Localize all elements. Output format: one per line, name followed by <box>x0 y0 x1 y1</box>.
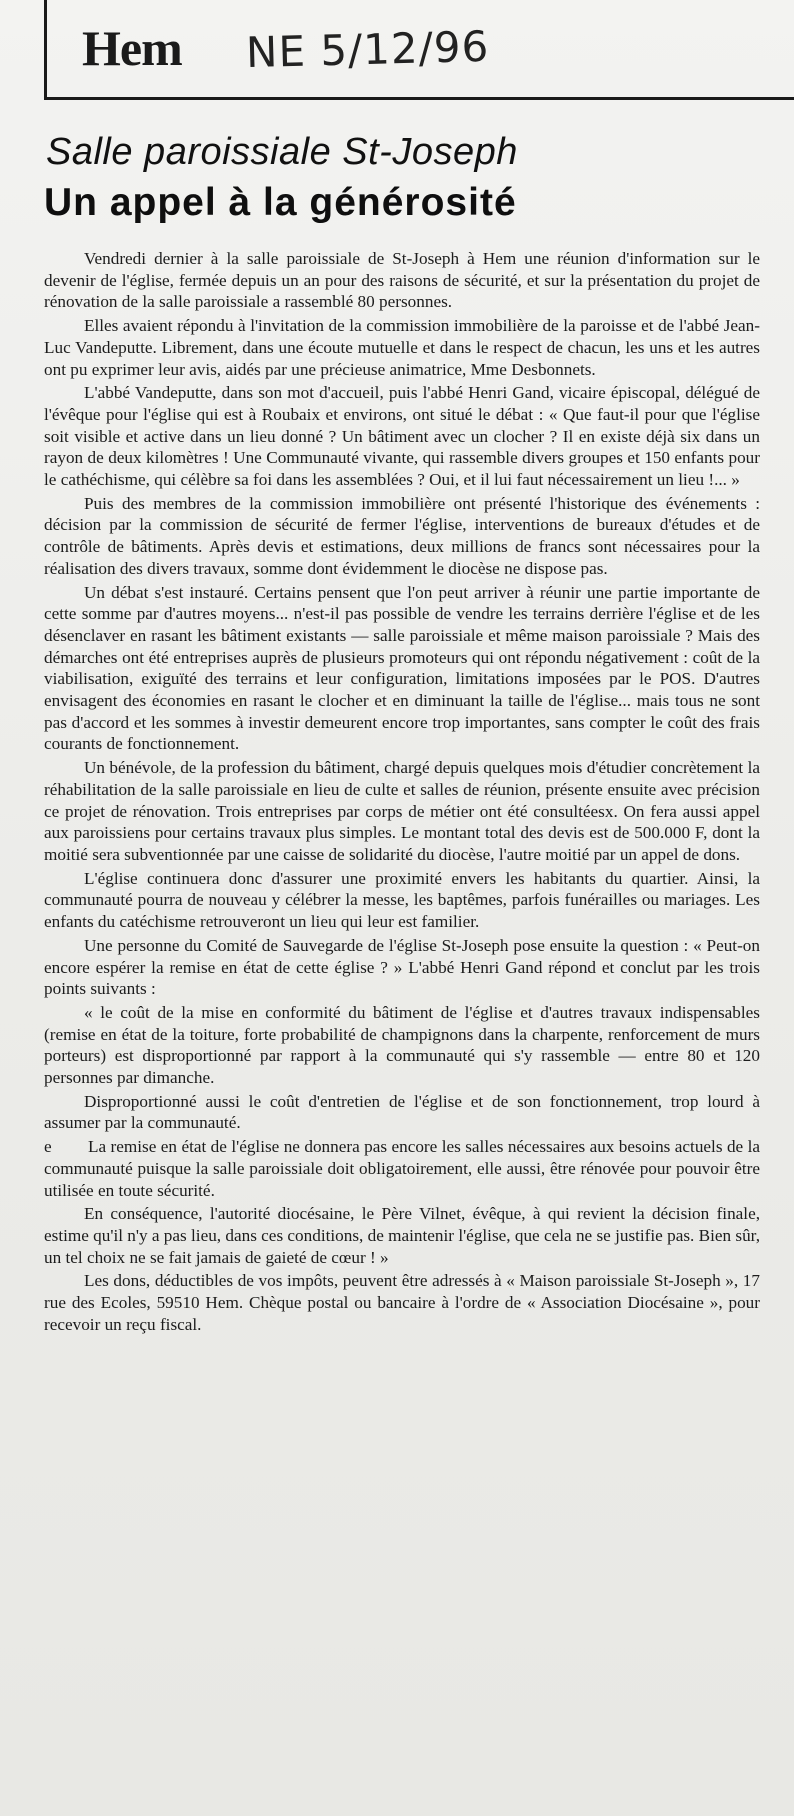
paragraph: L'abbé Vandeputte, dans son mot d'accueil, puis l'abbé Henri Gand, vicaire épiscopal, délégué de l'évêque pour l'église qui est à Roubaix et environs, ont situé le débat : « Que faut-il pour que l'église soit visible et active dans un lieu donné ? Un bâtiment avec un clocher ? Il en existe déjà six dans un rayon de deux kilomètres ! Une Communauté vivante, qui rassemble divers groupes et 150 enfants pour le cathéchisme, qui célèbre sa foi dans les assemblées ? Oui, et il lui faut nécessairement un lieu !... » <box>44 383 760 490</box>
paragraph: Elles avaient répondu à l'invitation de la commission immobilière de la paroisse et de l'abbé Jean-Luc Vandeputte. Librement, dans une écoute mutuelle et dans le respect de chacun, les uns et les autres ont pu exprimer leur avis, aidés par une précieuse animatrice, Mme Desbonnets. <box>44 316 760 379</box>
paragraph-with-mark <box>44 1136 760 1201</box>
quote-paragraph: « le coût de la mise en conformité du bâtiment de l'église et d'autres travaux indispensables (remise en état de la toiture, forte probabilité de champignons dans la charpente, renforcement de murs porteurs) est disproportionné par rapport à la communauté qui s'y rassemble — entre 80 et 120 personnes par dimanche. <box>44 1002 760 1088</box>
article-kicker: Salle paroissiale St-Joseph <box>46 131 518 173</box>
paragraph: En conséquence, l'autorité diocésaine, le Père Vilnet, évêque, à qui revient la décision finale, estime qu'il n'y a pas lieu, dans ces conditions, de maintenir l'église, que cela ne se justifie pas. Bien sûr, un tel choix ne se fait jamais de gaieté de cœur ! » <box>44 1204 760 1267</box>
paragraph: Vendredi dernier à la salle paroissiale de St-Joseph à Hem une réunion d'information sur le devenir de l'église, fermée depuis un an pour des raisons de sécurité, et sur la présentation du projet de rénovation de la salle paroissiale a rassemblé 80 personnes. <box>44 249 760 312</box>
stray-mark: e <box>44 1137 52 1157</box>
article-body <box>44 248 760 1337</box>
town-name: Hem <box>82 20 182 76</box>
paragraph: Un bénévole, de la profession du bâtiment, chargé depuis quelques mois d'étudier concrètement la réhabilitation de la salle paroissiale en lieu de culte et salles de réunion, présente ensuite avec précision ce projet de rénovation. Trois entreprises par corps de métier ont été consultéesx. On fera aussi appel aux paroissiens pour certains travaux plus simples. Le montant total des devis est de 500.000 F, dont la moitié sera subventionnée par une caisse de solidarité du diocèse, l'autre moitié par un appel de dons. <box>44 758 760 864</box>
paragraph: L'église continuera donc d'assurer une proximité envers les habitants du quartier. Ainsi, la communauté pourra de nouveau y célébrer la messe, les baptêmes, parfois funérailles ou mariages. Les enfants du catéchisme retrouveront un lieu qui leur est familier. <box>44 868 760 932</box>
paragraph: Disproportionné aussi le coût d'entretien de l'église et de son fonctionnement, trop lourd à assumer par la communauté. <box>44 1091 760 1133</box>
handwritten-date-note: NE 5/12/96 <box>245 21 490 78</box>
article-headline: Un appel à la générosité <box>44 181 517 224</box>
paragraph: Une personne du Comité de Sauvegarde de l'église St-Joseph pose ensuite la question : « Peut-on encore espérer la remise en état de cette église ? » L'abbé Henri Gand répond et conclut par les trois points suivants : <box>44 935 760 999</box>
paragraph: Puis des membres de la commission immobilière ont présenté l'historique des événements : décision par la commission de sécurité de fermer l'église, interventions de bureaux d'études et de contrôle de bâtiments. Après devis et estimations, deux millions de francs sont nécessaires pour la réalisation des divers travaux, somme dont évidemment le diocèse ne dispose pas. <box>44 493 760 578</box>
paragraph: Un débat s'est instauré. Certains pensent que l'on peut arriver à réunir une partie importante de cette somme par d'autres moyens... n'est-il pas possible de vendre les terrains derrière l'église et de les désenclaver en rasant les bâtiment existants — salle paroissiale et même maison paroissiale ? Mais des démarches ont été entreprises auprès de plusieurs promoteurs qui ont répondu négativement : coût de la viabilisation, exiguïté des terrains et leur configuration, limitations imposées par le POS. D'autres envisagent des économies en rasant le clocher et en diminuant la taille de l'église... mais tous ne sont pas d'accord et les sommes à investir demeurent encore trop importantes, sans compter le coût des frais courants de fonctionnement. <box>44 582 760 754</box>
paragraph: Les dons, déductibles de vos impôts, peuvent être adressés à « Maison paroissiale St-Joseph », 17 rue des Ecoles, 59510 Hem. Chèque postal ou bancaire à l'ordre de « Association Diocésaine », pour recevoir un reçu fiscal. <box>44 1271 760 1334</box>
paragraph-text: La remise en état de l'église ne donnera pas encore les salles nécessaires aux besoins actuels de la communauté puisque la salle paroissiale doit obligatoirement, elle aussi, être rénovée pour pouvoir être utilisée en toute sécurité. <box>44 1137 760 1200</box>
